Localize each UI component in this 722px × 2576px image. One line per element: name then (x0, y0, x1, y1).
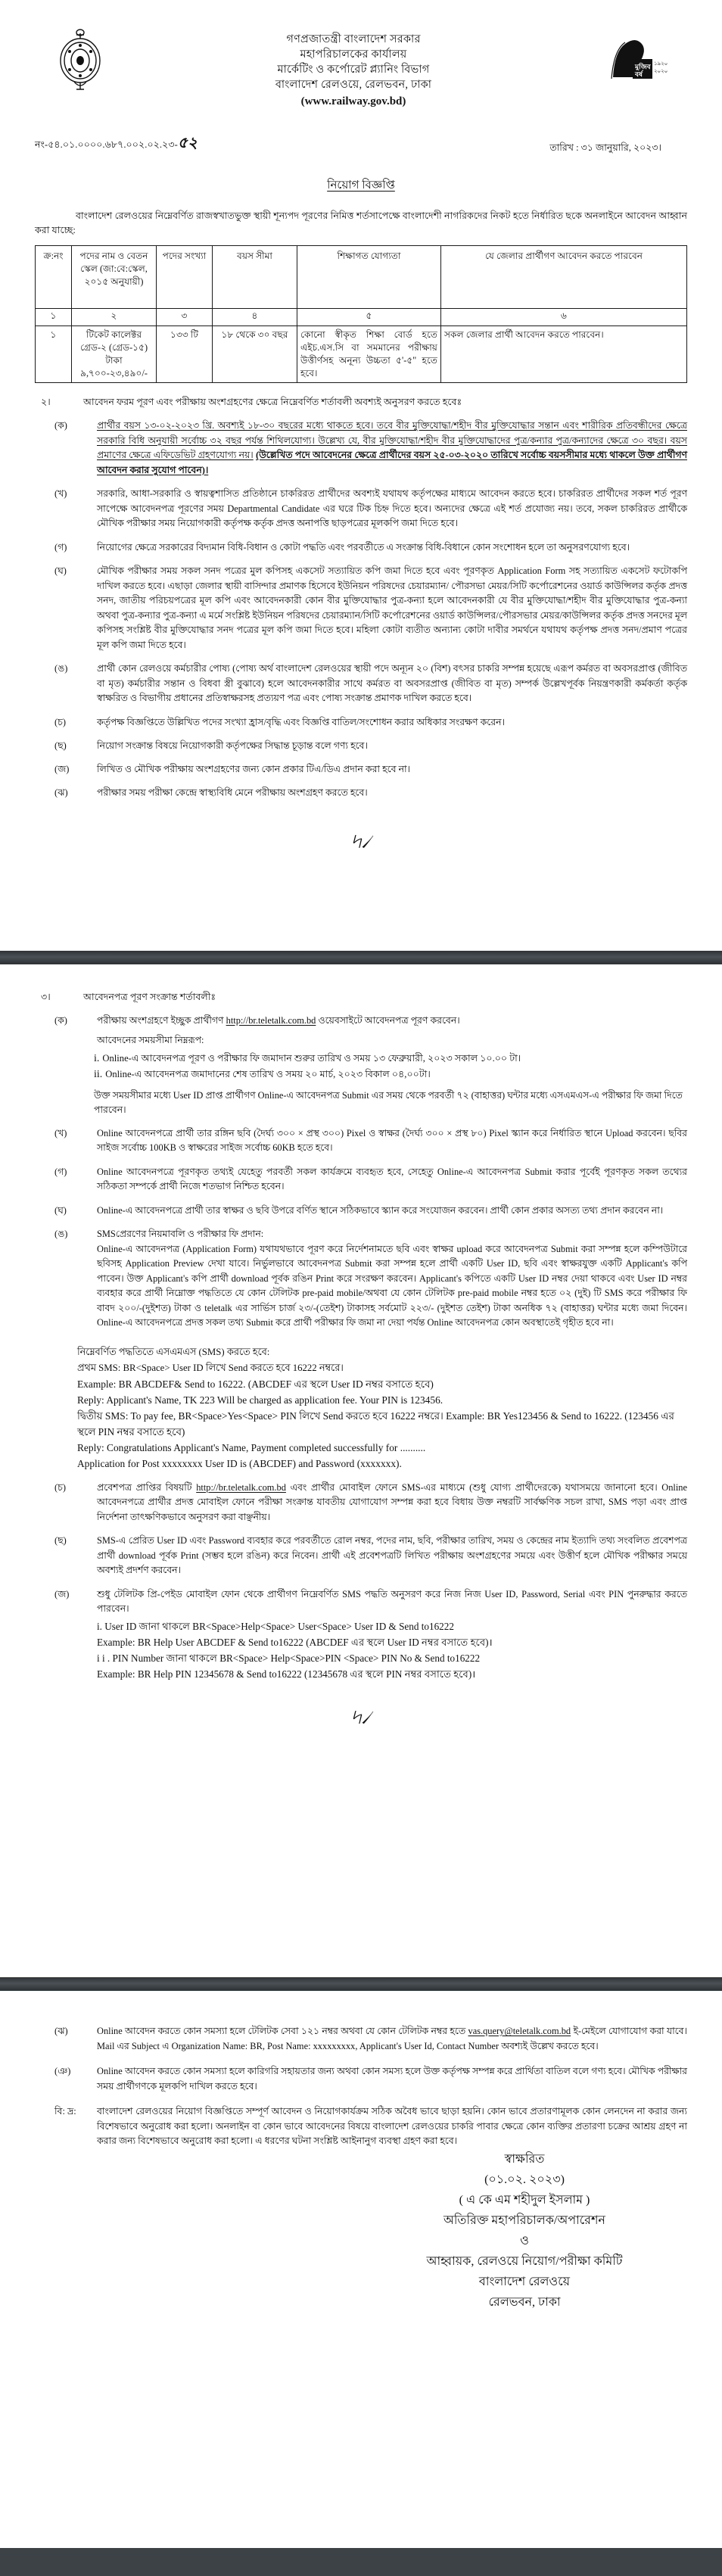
clause-chha-label: (ছ) (54, 740, 67, 751)
recover-userid-example: Example: BR Help User ABCDEF & Send to16222 (ABCDEF এর স্থলে User ID নম্বর বসাতে হবে)। (97, 1636, 493, 1648)
page-3 (0, 1991, 722, 2548)
th-districts: যে জেলার প্রার্থীগণ আবেদন করতে পারবেন (441, 246, 687, 309)
special-note-label: বি: দ্র: (54, 2106, 76, 2117)
deadline-list (35, 1051, 687, 1082)
clause-chha (35, 739, 687, 753)
signatory-name: ( এ কে এম শহীদুল ইসলাম ) (459, 2193, 590, 2207)
clause-ja (35, 762, 687, 777)
website-line: (www.railway.gov.bd) (300, 95, 406, 107)
colnum-5: ৫ (297, 309, 441, 326)
clause-jha-text: পরীক্ষার সময় পরীক্ষা কেন্দ্রে স্বাস্থ্যবিধি মেনে পরীক্ষায় অংশগ্রহণ করতে হবে। (97, 787, 368, 798)
clause-3-ga-label: (গ) (54, 1166, 67, 1177)
office-line: মহাপরিচালকের কার্যালয় (300, 48, 407, 61)
clause-3-cha (35, 1481, 687, 1525)
th-qualification: শিক্ষাগত যোগ্যতা (297, 246, 441, 309)
clause-chha-text: নিয়োগ সংক্রান্ত বিষয়ে নিয়োগকারী কর্তৃপক্ষের সিদ্ধান্ত চূড়ান্ত বলে গণ্য হবে। (97, 740, 368, 751)
clause-3-ga (35, 1165, 687, 1195)
th-post-name-scale: পদের নাম ও বেতন স্কেল (জা:বে:স্কেল, ২০১৫ অনুযায়ী) (72, 246, 157, 309)
support-email-link[interactable]: vas.query@teletalk.com.bd (468, 2026, 571, 2036)
deadline-start-text: Online-এ আবেদনপত্র পূরণ ও পরীক্ষার ফি জমাদান শুরুর তারিখ ও সময় ১৩ ফেব্রুয়ারী, ২০২৩ সকাল ১০.০০ টা। (102, 1052, 521, 1064)
memo-date: তারিখ : ৩১ জানুয়ারি, ২০২৩। (549, 142, 661, 153)
page-separator (0, 951, 722, 964)
signature-date: (০১.০২. ২০২৩) (484, 2173, 565, 2186)
sms-intro: নিম্নেবর্ণিত পদ্ধতিতে এসএমএস (SMS) করতে হবে: (77, 1346, 270, 1357)
clause-3-cha-label: (চ) (54, 1481, 66, 1493)
memo-number (35, 132, 198, 157)
clause-3-cha-post: এবং প্রার্থীর মোবাইল ফোনে SMS-এর মাধ্যমে (শুধু যোগ্য প্রার্থীদেরকে) যথাসময়ে জানানো হবে। Online আবেদনপত্রে প্রার্থীর প্রদত্ত মোবাইল ফোনে পরীক্ষা সংক্রান্ত যাবতীয় যোগাযোগ সম্পন্ন করা হবে বিধায় উক্ত নম্বরটি সার্বক্ষণিক সচল রাখা, SMS পড়া এবং প্রাপ্ত নির্দেশনা তাৎক্ষণিকভাবে অনুসরণ করা বাঞ্ছনীয়। (97, 1481, 688, 1522)
svg-text:মুজিব: মুজিব (635, 64, 651, 71)
colnum-2: ২ (72, 309, 157, 326)
bangladesh-government-emblem-icon (51, 24, 109, 94)
th-serial: ক্র:নং (36, 246, 72, 309)
signatory-address: রেলভবন, ঢাকা (488, 2295, 561, 2309)
letterhead (35, 14, 687, 109)
clause-ga-label: (গ) (54, 541, 67, 553)
clause-jha (35, 786, 687, 800)
clause-kha-label: (খ) (54, 488, 67, 499)
application-website-link[interactable]: http://br.teletalk.com.bd (226, 1015, 316, 1026)
clause-ka-bold-note: (উল্লেখিত পদে আবেদনের ক্ষেত্রে প্রার্থীদের বয়স ২৫-০৩-২০২০ তারিখে সর্বোচ্চ বয়সসীমার মধ্যে থাকলে উক্ত প্রার্থীগণ আবেদন করার সুযোগ পাবেন)। (97, 450, 687, 475)
clause-uo-text: প্রার্থী কোন রেলওয়ে কর্মচারীর পোষ্য (পোষ্য অর্থ বাংলাদেশ রেলওয়ের স্থায়ী পদে অন্যূন ২০ (বিশ) বৎসর চাকরি সম্পন্ন হয়েছে এরূপ কর্মরত বা অবসরপ্রাপ্ত (জীবিত বা মৃত) কর্মচারীর সন্তান ও বিধবা স্ত্রী বুঝাবে) হলে আবেদনকারীর সাথে কর্মরত বা অবসরপ্রাপ্ত (জীবিত বা মৃত) সম্পর্ক উল্লেখপূর্বক নিয়ন্ত্রণকারী কর্মকর্তা কর্তৃক স্বাক্ষরিত ও বিভাগীয় প্রধানের প্রতিস্বাক্ষরসহ প্রত্যয়ণ পত্র এবং পোষ্য সংক্রান্ত প্রমাণক দাখিল করতে হবে। (97, 663, 687, 703)
clause-4-nya-label: (ঞ) (54, 2066, 71, 2076)
signatory-committee-role: আহ্বায়ক, রেলওয়ে নিয়োগ/পরীক্ষা কমিটি (426, 2254, 623, 2268)
clause-3-ka-post: ওয়েবসাইটে আবেদনপত্র পূরণ করবেন। (316, 1015, 460, 1026)
section-2-number: ২। (41, 397, 51, 407)
signatory-org: বাংলাদেশ রেলওয়ে (478, 2275, 571, 2288)
clause-3-kha (35, 1126, 687, 1156)
svg-text:১৯২০: ১৯২০ (654, 61, 668, 67)
clause-ja-label: (জ) (54, 763, 70, 774)
page-1 (0, 0, 722, 951)
special-note-text: বাংলাদেশ রেলওয়ের নিয়োগ বিজ্ঞপ্তিতে সম্পূর্ণ আবেদন ও নিয়োগকার্যক্রম সঠিক অবৈধ ভাবে ছাড়া হয়নি। কোন ভাবে প্রতারণামূলক কোন লেনদেন না করার জন্য বিশেষভাবে অনুরোধ করা হলো। অনলাইন বা কোন ভাবে আবেদনের বিষয়ে বাংলাদেশ রেলওয়ের চাকরি পাবার ক্ষেত্রে কোন ব্যক্তির প্রতারণা চক্রের আশ্রয় গ্রহণ না করার জন্য বিশেষভাবে অনুরোধ করা হলো। এ ধরণের ঘটনা সংশ্লিষ্ট আইনানুগ ব্যবস্থা গ্রহণ করা হবে। (97, 2106, 687, 2146)
sms-second-reply: Reply: Congratulations Applicant's Name, Payment completed successfully for .......... (77, 1441, 426, 1453)
clause-ga (35, 540, 687, 556)
clause-3-kha-text: Online আবেদনপত্রে প্রার্থী তার রঙ্গিন ছবি (দৈর্ঘ্য ৩০০ × প্রস্থ ৩০০) Pixel ও স্বাক্ষর (দৈর্ঘ্য ৩০০ × প্রস্থ ৮০) Pixel স্ক্যান করে নির্ধারিত স্থানে Upload করবেন। ছবির সাইজ সর্বোচ্চ 100KB ও স্বাক্ষরের সাইজ সর্বোচ্চ 60KB হতে হবে। (97, 1127, 687, 1153)
special-note (35, 2104, 687, 2149)
clause-cha (35, 715, 687, 730)
recover-userid-line: i. User ID জানা থাকলে BR<Space>Help<Space> User<Space> User ID & Send to16222 (97, 1620, 454, 1632)
table-header-row (36, 246, 687, 309)
clause-kha-text: সরকারি, আধা-সরকারি ও স্বায়ত্বশাসিত প্রতিষ্ঠানে চাকরিরত প্রার্থীদের অবশ্যই যথাযথ কর্তৃপক্ষের মাধ্যমে আবেদন করতে হবে। চাকরিরত প্রার্থীদের সকল শর্ত পূরণ সাপেক্ষে আবেদনপত্র পূরণের সময় Departmental Candidate এর ঘরে টিক চিহ্ন দিতে হবে। অন্যদের ক্ষেত্রে এই শর্ত প্রযোজ্য নয়। তবে, সকল চাকরিরত প্রার্থীকে মৌখিক পরীক্ষার সময় নিয়োগকারী কর্তৃপক্ষ কর্তৃক প্রদত্ত অনাপত্তি ছাড়পত্রের মূলকপি জমা দিতে হবে। (97, 488, 687, 528)
clause-gha-label: (ঘ) (54, 565, 67, 576)
page-2-initials: ৸৴ (350, 1705, 372, 1729)
govt-line: গণপ্রজাতন্ত্রী বাংলাদেশ সরকার (286, 33, 421, 45)
signature-scribble: স্বাক্ষরিত (504, 2152, 545, 2166)
deadline-end-text: Online-এ আবেদনপত্র জমাদানের শেষ তারিখ ও সময় ২০ মার্চ, ২০২৩ বিকাল ০৪,০০টা। (105, 1068, 431, 1079)
signature-block (362, 2149, 687, 2313)
table-column-number-row (36, 309, 687, 326)
clause-3-chha-text: SMS-এ প্রেরিত User ID এবং Password ব্যবহার করে পরবর্তীতে রোল নম্বর, পদের নাম, ছবি, পরীক্ষার তারিখ, সময় ও কেন্দ্রের নাম ইত্যাদি তথ্য সংবলিত প্রবেশপত্র প্রার্থী download পূর্বক Print (সম্ভব হলে রঙিন) করে নিবেন। প্রার্থী এই প্রবেশপত্রটি লিখিত পরীক্ষায় অংশগ্রহণের সময়ে এবং উত্তীর্ণ হলে মৌখিক পরীক্ষার সময়ে অবশ্যই প্রদর্শণ করবেন। (97, 1535, 687, 1575)
clause-4-jha-pre: Online আবেদন করতে কোন সমস্যা হলে টেলিটক সেবা ১২১ নম্বর অথবা যে কোন টেলিটক নম্বর হতে (97, 2026, 468, 2036)
letterhead-text (109, 24, 598, 109)
clause-3-kha-label: (খ) (54, 1127, 67, 1138)
sms-first-example: Example: BR ABCDEF& Send to 16222. (ABCDEF এর স্থলে User ID নম্বর বসাতে হবে) (77, 1378, 434, 1390)
deadline-note: উক্ত সময়সীমার মধ্যে User ID প্রাপ্ত প্রার্থীগণ Online-এ আবেদনপত্র Submit এর সময় থেকে পরবর্তী ৭২ (বাহাত্তর) ঘন্টার মধ্যে এসএমএস-এ পরীক্ষার ফি জমা দিতে পারবেন। (94, 1089, 683, 1115)
clause-3-gha-text: Online-এ আবেদনপত্রে প্রার্থী তার স্বাক্ষর ও ছবি উপরে বর্ণিত স্থানে সঠিকভাবে স্ক্যান করে সংযোজন করবেন। প্রার্থী কোন প্রকার অসত্য তথ্য প্রদান করবেন না। (97, 1204, 664, 1216)
clause-kha (35, 487, 687, 531)
clause-3-uo (35, 1227, 687, 1331)
deadline-heading: আবেদনের সময়সীমা নিম্নরূপ: (97, 1034, 204, 1045)
clause-3-chha-label: (ছ) (54, 1535, 67, 1546)
memo-number-text: নং-৫৪.০১.০০০০.৬৮৭.০০২.০২.২৩- (35, 139, 178, 150)
clause-4-nya (35, 2064, 687, 2094)
clause-ka-label: (ক) (54, 420, 67, 431)
intro-paragraph (35, 209, 687, 238)
clause-4-nya-text: Online আবেদন করতে কোন সমস্যা হলে কারিগরি সহায়তার জন্য অথবা কোন সমস্য হলে উক্ত কর্তৃপক্ষ সম্পন্ন করে প্রার্থিতা বাতিল বলে গণ্য হবে। মৌখিক পরীক্ষার সময় প্রার্থীগণকে মূলকপি দাখিল করতে হবে। (97, 2066, 687, 2092)
sms-instructions-block (35, 1344, 687, 1472)
recover-pin-line: i i . PIN Number জানা থাকলে BR<Space> Help<Space>PIN <Space> PIN No & Send to16222 (97, 1652, 481, 1664)
signature-area (35, 2149, 687, 2313)
deadline-item-start (94, 1051, 687, 1067)
signatory-designation: অতিরিক্ত মহাপরিচালক/অপারেশন (443, 2213, 605, 2227)
clause-jha-label: (ঝ) (54, 787, 68, 798)
clause-3-chha (35, 1534, 687, 1578)
mujib-borsho-logo-icon (598, 24, 668, 88)
cell-serial: ১ (36, 326, 72, 383)
roman-i: i. (94, 1052, 100, 1064)
clause-4-jha (35, 2024, 687, 2054)
clause-uo-label: (ঙ) (54, 663, 68, 674)
clause-uo (35, 662, 687, 706)
clause-ga-text: নিয়োগের ক্ষেত্রে সরকারের বিদ্যমান বিধি-বিধান ও কোটা পদ্ধতি এবং পরবর্তীতে এ সংক্রান্ত বিধি-বিধানে কোন সংশোধন হলে তা অনুসরণযোগ্য হবে। (97, 541, 630, 553)
sms-rules-heading: SMSপ্রেরণের নিয়মাবলি ও পরীক্ষার ফি প্রদান: (97, 1229, 264, 1239)
cell-districts: সকল জেলার প্রার্থী আবেদন করতে পারবেন। (441, 326, 687, 383)
department-line: মার্কেটিং ও কর্পোরেট প্ল্যানিং বিভাগ (277, 64, 430, 76)
th-vacancies: পদের সংখ্যা (157, 246, 213, 309)
deadline-item-end (94, 1067, 687, 1082)
page-2 (0, 964, 722, 1977)
roman-ii: ii. (94, 1068, 103, 1080)
clause-gha (35, 564, 687, 653)
clause-3-uo-label: (ঙ) (54, 1229, 68, 1239)
clause-cha-text: কর্তৃপক্ষ বিজ্ঞপ্তিতে উল্লিখিত পদের সংখ্যা হ্রাস/বৃদ্ধি এবং বিজ্ঞপ্তি বাতিল/সংশোধন করার অধিকার সংরক্ষণ করেন। (97, 716, 505, 727)
clause-cha-label: (চ) (54, 716, 66, 727)
clause-3-gha-label: (ঘ) (54, 1204, 67, 1216)
table-row (36, 326, 687, 383)
clause-ja-text: লিখিত ও মৌখিক পরীক্ষায় অংশগ্রহণের জন্য কোন প্রকার টিএ/ডিএ প্রদান করা হবে না। (97, 763, 410, 774)
admit-card-website-link[interactable]: http://br.teletalk.com.bd (196, 1481, 286, 1493)
clause-3-ka-line1 (97, 1014, 687, 1029)
clause-4-jha-post: ই-মেইলে যোগাযোগ করা যাবে। Mail এর Subject এ Organization Name: BR, Post Name: xxxxxxxxx, Applicant's User Id, Contact Number অবশ্যই উল্লেখ করতে হবে। (97, 2026, 687, 2051)
clause-ka (35, 419, 687, 478)
vacancy-table (35, 245, 687, 383)
section-2-heading (35, 395, 687, 410)
section-3-heading (35, 990, 687, 1005)
sms-second: দ্বিতীয় SMS: To pay fee, BR<Space>Yes<Space> PIN লিখে Send করতে হবে 16222 নম্বরে। Example: BR Yes123456 & Send to 16222. (123456 এর স্থলে PIN নম্বর বসাতে হবে) (77, 1409, 674, 1438)
clause-3-ja-label: (জ) (54, 1588, 70, 1599)
section-2-heading-text: আবেদন ফরম পূরণ এবং পরীক্ষায় অংশগ্রহণের ক্ষেত্রে নিম্নেবর্ণিত শর্তাবলী অবশ্যই অনুসরণ করতে হবেঃ (83, 397, 462, 407)
clause-3-uo-text: Online-এ আবেদনপত্র (Application Form) যথাযথভাবে পূরণ করে নির্দেশনামতে ছবি এবং স্বাক্ষর upload করে আবেদনপত্র Submit করা সম্পন্ন হলে কম্পিউটারে ছবিসহ Application Preview দেখা যাবে। নির্ভুলভাবে আবেদনপত্র Submit করা সম্পন্ন হলে প্রার্থী একটি User ID, ছবি এবং স্বাক্ষরযুক্ত একটি Applicant's কপি পাবেন। উক্ত Applicant's কপি প্রার্থী download পূর্বক রঙিন Print করে সংরক্ষণ করবেন। Applicant's কপিতে একটি User ID নম্বর দেয়া থাকবে এবং User ID নম্বর ব্যবহার করে প্রার্থী নিম্নোক্ত পদ্ধতিতে যে কোন টেলিটক pre-paid mobile/অথবা যে কোন টেলিটক pre-paid mobile নম্বর হতে ০২ (দুই) টি SMS করে পরীক্ষার ফি বাবদ ২০০/-(দুইশত) টাকা ও teletalk এর সার্ভিস চার্জ ২৩/-(তেইশ) টাকাসহ সর্বমোট ২২৩/- (দুইশত তেইশ) টাকা অনধিক ৭২ (বাহাত্তর) ঘন্টার মধ্যে জমা দিবেন। Online-এ আবেদনপত্রে প্রদত্ত সকল তথ্য Submit করে প্রার্থী পরীক্ষার ফি জমা না দেয়া পর্যন্ত Online আবেদনপত্র কোন অবস্থাতেই গৃহীত হবে না। (97, 1243, 687, 1328)
clause-3-cha-pre: প্রবেশপত্র প্রাপ্তির বিষয়টি (97, 1481, 197, 1493)
colnum-1: ১ (36, 309, 72, 326)
address-line: বাংলাদেশ রেলওয়ে, রেলভবন, ঢাকা (275, 79, 432, 91)
section-3-heading-text: আবেদনপত্র পূরণ সংক্রান্ত শর্তাবলীঃ (83, 992, 216, 1002)
th-age-limit: বয়স সীমা (213, 246, 297, 309)
page-1-initials: ৸৴ (350, 830, 372, 853)
clause-gha-text: মৌখিক পরীক্ষার সময় সকল সনদ পত্রের মুল কপিসহ একসেট সত্যায়িত কপি জমা দিতে হবে এবং পূরণকৃত Application Form সহ সত্যায়িত একসেট ফটোকপি দাখিল করতে হবে। এছাড়া জেলার স্থায়ী বাসিন্দার প্রমাণক হিসেবে ইউনিয়ন পরিষদের চেয়ারম্যান/ পৌরসভা মেয়র/সিটি কর্পোরেশনের ওয়ার্ড কাউন্সিলর কর্তৃক প্রদত্ত সনদ, জাতীয় পরিচয়পত্রের মূল কপি এবং আবেদনকারী কোন বীর মুক্তিযোদ্ধার পুত্র-কন্যা হলে আবেদনকারী যে বীর মুক্তিযোদ্ধা/শহীদ বীর মুক্তিযোদ্ধার পুত্র-কন্যা অথবা পুত্র-কন্যার পুত্র-কন্যা এ মর্মে সংশ্লিষ্ট ইউনিয়ন পরিষদের চেয়ারম্যান/সিটি কর্পোরেশনের ওয়ার্ড কাউন্সিলর/পৌরসভার মেয়র/কাউন্সিলর কর্তৃক প্রদত্ত সনদের মূল কপিসহ সংশ্লিষ্ট বীর মুক্তিযোদ্ধার সনদ পত্রের মূল কপি জমা দিতে হবে। মহিলা কোটা ব্যতীত অন্যান্য কোটা দাবীর সমর্থনে যথাযথ কর্তৃপক্ষ প্রদত্ত সনদ/প্রমাণ পত্রের মূল কপি জমা দিতে হবে। (97, 565, 687, 650)
clause-3-ka-pre: পরীক্ষায় অংশগ্রহণে ইচ্ছুক প্রার্থীগণ (97, 1015, 226, 1026)
recover-pin-example: Example: BR Help PIN 12345678 & Send to16222 (12345678 এর স্থলে PIN নম্বর বসাতে হবে)। (97, 1668, 476, 1680)
cell-post-name-scale: টিকেট কালেক্টর গ্রেড-২ (গ্রেড-১৫) টাকা ৯,৭০০-২৩,৪৯০/- (72, 326, 157, 383)
cell-age-limit: ১৮ থেকে ৩০ বছর (213, 326, 297, 383)
clause-3-gha (35, 1204, 687, 1219)
page-title: নিয়োগ বিজ্ঞপ্তি (327, 179, 395, 192)
colnum-4: ৪ (213, 309, 297, 326)
clause-3-ja-text: শুধু টেলিটক প্রি-পেইড মোবাইল ফোন থেকে প্রার্থীগণ নিম্নেবর্ণিত SMS পদ্ধতি অনুসরণ করে নিজ নিজ User ID, Password, Serial এবং PIN পুনরুদ্ধার করতে পারবেন। (97, 1588, 687, 1614)
sms-first: প্রথম SMS: BR<Space> User ID লিখে Send করতে হবে 16222 নম্বরে। (77, 1362, 344, 1373)
colnum-3: ৩ (157, 309, 213, 326)
clause-4-jha-label: (ঝ) (54, 2026, 68, 2036)
colnum-6: ৬ (441, 309, 687, 326)
clause-3-ka (35, 1014, 687, 1048)
memo-line (35, 132, 687, 157)
page-separator-2 (0, 1977, 722, 1991)
sms-application-line: Application for Post xxxxxxxx User ID is (ABCDEF) and Password (xxxxxxx). (77, 1457, 402, 1469)
clause-ka-text: প্রার্থীর বয়স ১৩-০২-২০২৩ খ্রি. অবশ্যই ১৮-৩০ বছরের মধ্যে থাকতে হবে। তবে বীর মুক্তিযোদ্ধা/শহীদ বীর মুক্তিযোদ্ধার সন্তান এবং শারীরিক প্রতিবন্ধীদের ক্ষেত্রে সরকারি বিধি অনুযায়ী সর্বোচ্চ ৩২ বছর পর্যন্ত শিথিলযোগ্য। উল্লেখ্য যে, বীর মুক্তিযোদ্ধা/শহীদ বীর মুক্তিযোদ্ধাদের পুত্র/কন্যার পুত্র/কন্যাদের ক্ষেত্রে ৩০ বছর। বয়স প্রমাণের ক্ষেত্রে এফিডেভিট গ্রহণযোগ্য নয়। (97, 420, 687, 460)
svg-text:বর্ষ: বর্ষ (635, 71, 643, 79)
clause-3-ga-text: Online আবেদনপত্রে পূরণকৃত তথ্যই যেহেতু পরবর্তী সকল কার্যক্রমে ব্যবহৃত হবে, সেহেতু Online-এ আবেদনপত্র Submit করার পূর্বেই পূরণকৃত সকল তথ্যের সঠিকতা সম্পর্কে প্রার্থী নিজে শতভাগ নিশ্চিত হবেন। (97, 1166, 687, 1191)
cell-vacancies: ১৩৩ টি (157, 326, 213, 383)
clause-3-ka-label: (ক) (54, 1015, 67, 1026)
sms-first-reply: Reply: Applicant's Name, TK 223 Will be charged as application fee. Your PIN is 123456. (77, 1394, 443, 1406)
signatory-and: ও (520, 2234, 529, 2247)
section-3-number: ৩। (41, 992, 51, 1002)
svg-text:২০২০: ২০২০ (654, 68, 668, 74)
memo-number-handwritten: ৫২ (177, 133, 198, 151)
intro-text: বাংলাদেশ রেলওয়ের নিম্নেবর্ণিত রাজস্বখাতভুক্ত স্থায়ী শূন্যপদ পূরণের নিমিত্ত শর্তসাপেক্ষে বাংলাদেশী নাগরিকদের নিকট হতে নির্ধারিত ছকে অনলাইনে আবেদন আহ্বান করা যাচ্ছে: (35, 210, 687, 235)
clause-3-ja (35, 1587, 687, 1682)
cell-qualification: কোনো স্বীকৃত শিক্ষা বোর্ড হতে এইচ.এস.সি বা সমমানের পরীক্ষায় উত্তীর্ণসহ অনূন্য উচ্চতা ৫'-৫" হতে হবে। (297, 326, 441, 383)
